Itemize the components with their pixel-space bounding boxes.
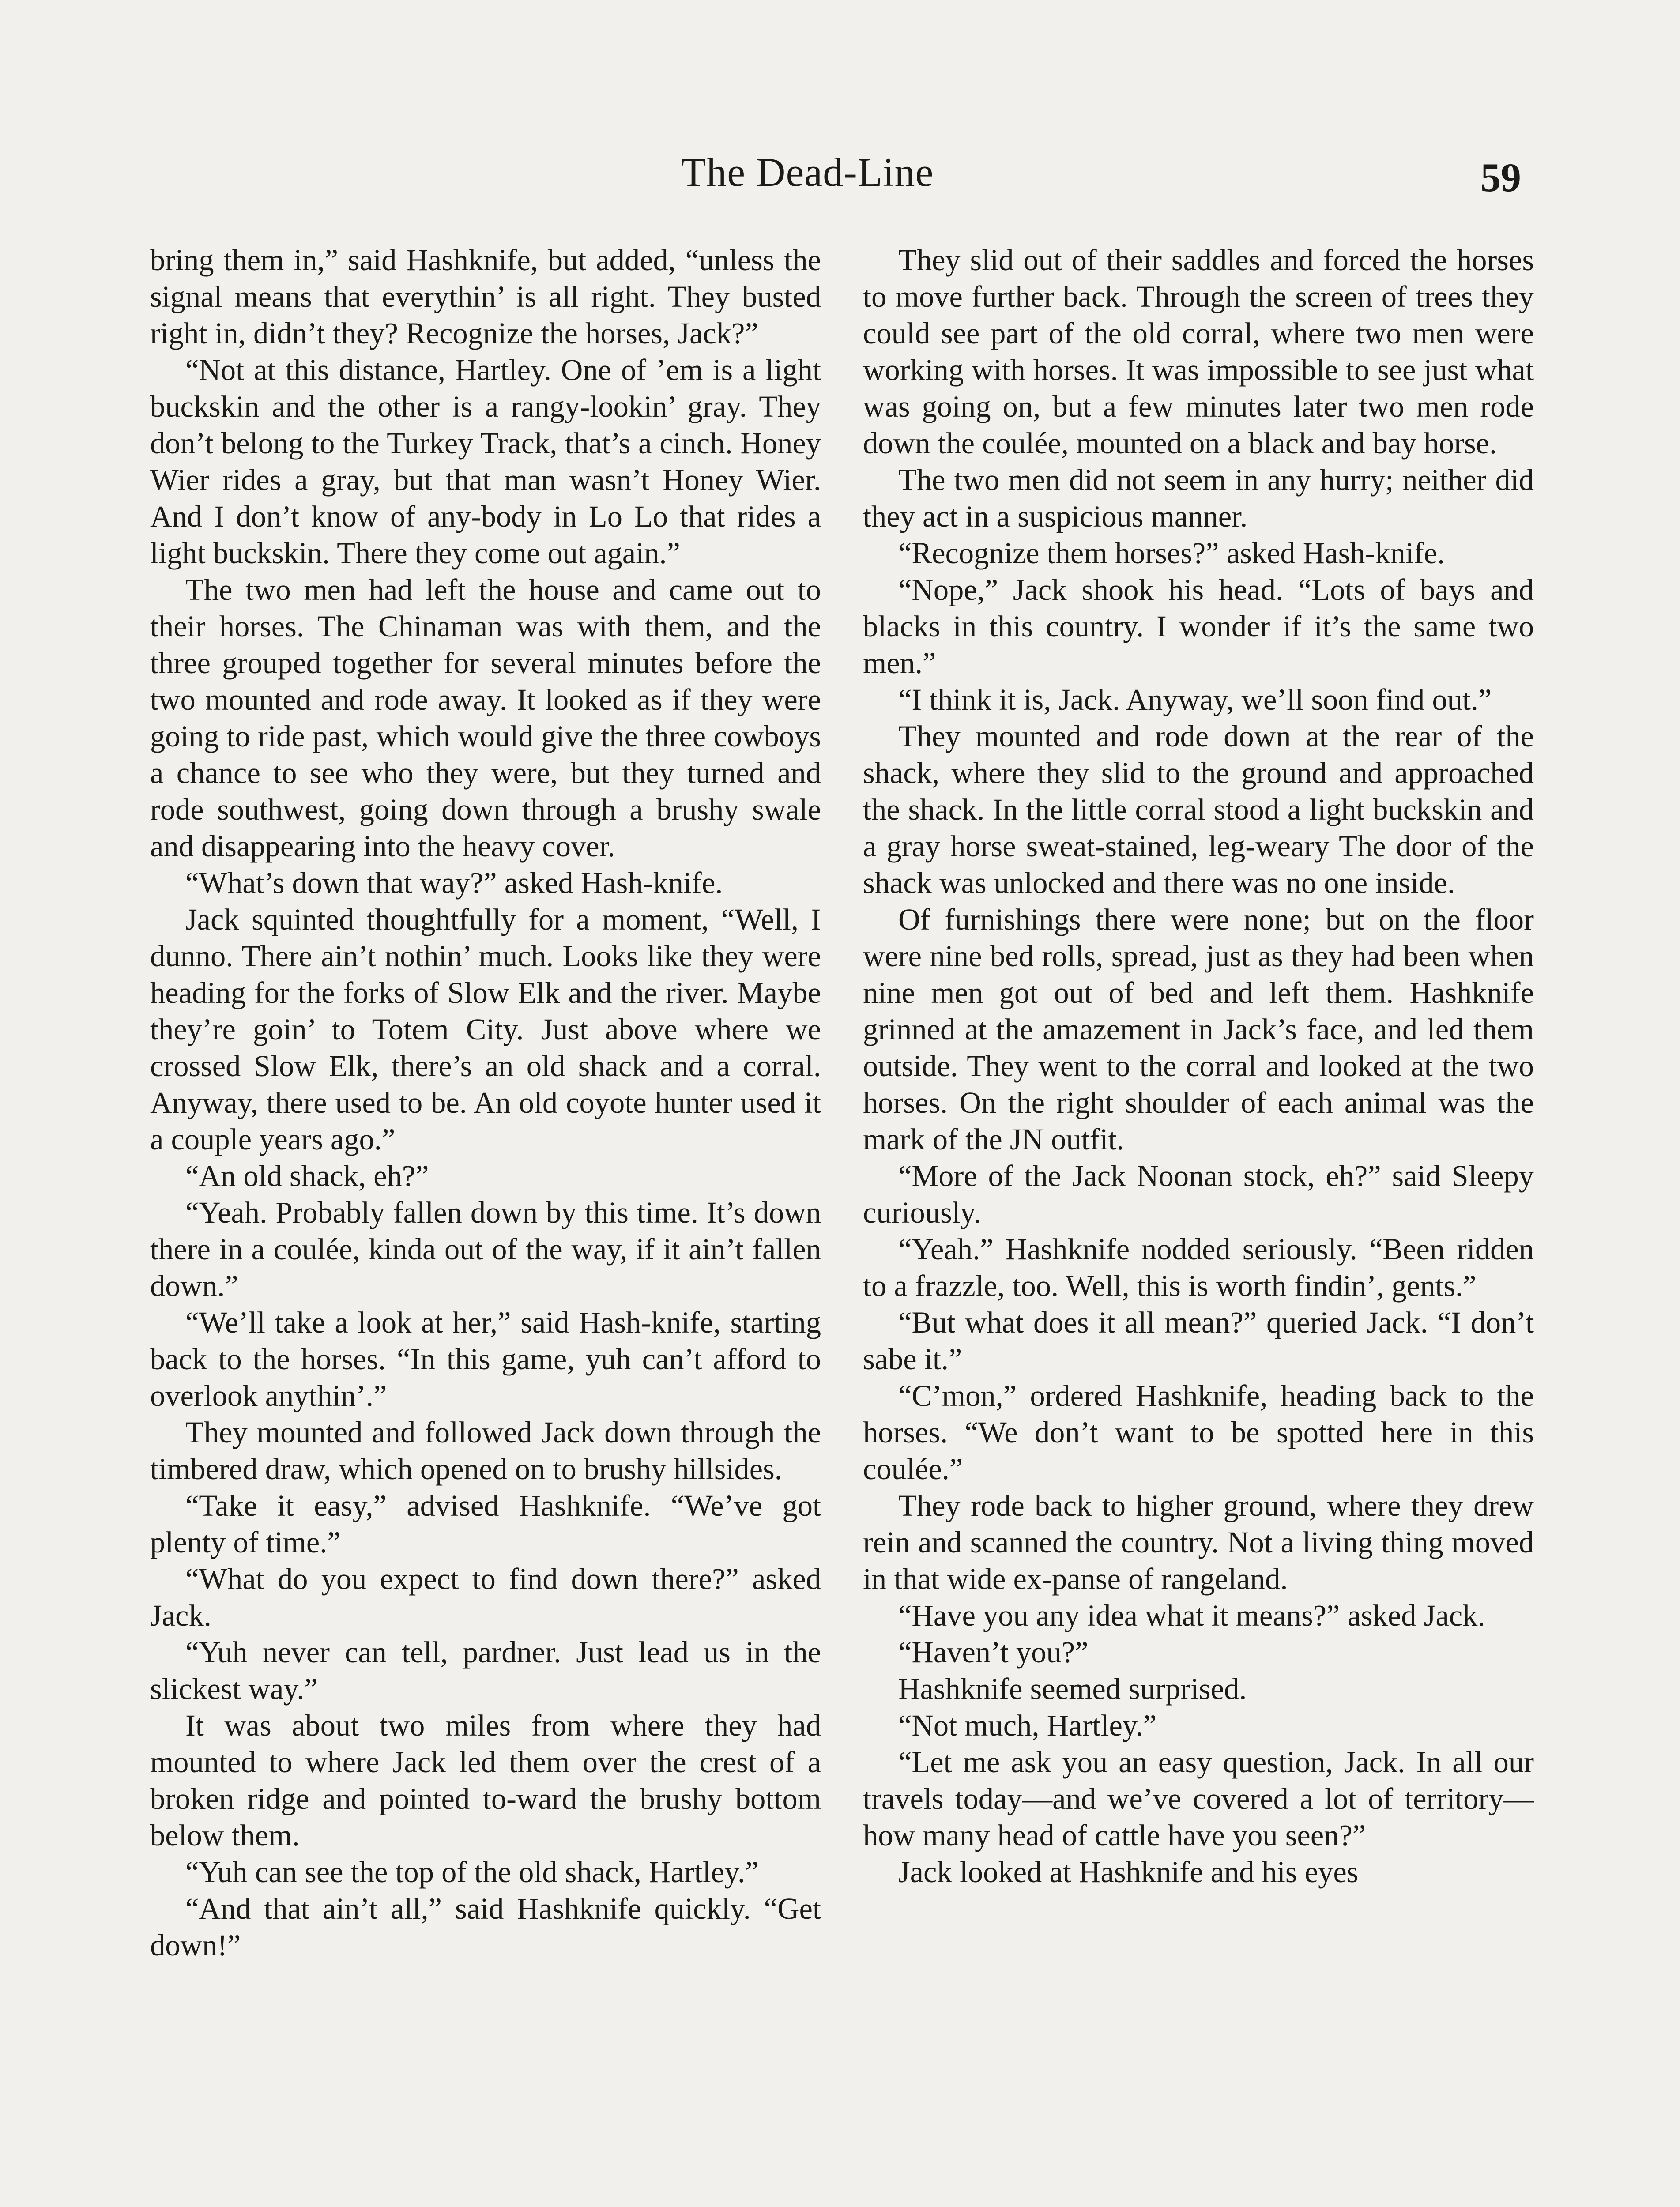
paragraph: “More of the Jack Noonan stock, eh?” said Sleepy curiously. xyxy=(863,1159,1534,1229)
paragraph: “Have you any idea what it means?” asked Jack. xyxy=(898,1599,1485,1632)
paragraph: They rode back to higher ground, where they drew rein and scanned the country. Not a living thing moved in that wide ex-panse of rangeland. xyxy=(863,1489,1534,1596)
paragraph: bring them in,” said Hashknife, but added, “unless the signal means that everythin’ is all right. They busted right in, didn’t they? Recognize the horses, Jack?” xyxy=(150,243,821,350)
paragraph: “Recognize them horses?” asked Hash-knife. xyxy=(898,536,1445,570)
paragraph: The two men did not seem in any hurry; neither did they act in a suspicious manner. xyxy=(863,463,1534,533)
paragraph: They mounted and rode down at the rear of the shack, where they slid to the ground and approached the shack. In the little corral stood a light buckskin and a gray horse sweat-stained, leg-weary The door of the shack was unlocked and there was no one inside. xyxy=(863,719,1534,900)
paragraph: Of furnishings there were none; but on the floor were nine bed rolls, spread, just as they had been when nine men got out of bed and left them. Hashknife grinned at the amazement in Jack’s face, and led them outside. They went to the corral and looked at the two horses. On the right shoulder of each animal was the mark of the JN outfit. xyxy=(863,903,1534,1156)
paragraph: “Yeah.” Hashknife nodded seriously. “Been ridden to a frazzle, too. Well, this is worth findin’, gents.” xyxy=(863,1232,1534,1303)
paragraph: They mounted and followed Jack down through the timbered draw, which opened on to brushy hillsides. xyxy=(150,1416,821,1486)
page-number: 59 xyxy=(1480,155,1521,200)
paragraph: “An old shack, eh?” xyxy=(185,1159,429,1193)
paragraph: “What do you expect to find down there?” asked Jack. xyxy=(150,1562,821,1632)
running-title: The Dead-Line xyxy=(681,150,934,195)
paragraph: Hashknife seemed surprised. xyxy=(898,1672,1247,1706)
paragraph: “But what does it all mean?” queried Jack. “I don’t sabe it.” xyxy=(863,1306,1534,1376)
paragraph: “Let me ask you an easy question, Jack. In all our travels today—and we’ve covered a lot of territory—how many head of cattle have you seen?” xyxy=(863,1745,1534,1852)
paragraph: They slid out of their saddles and forced the horses to move further back. Through the screen of trees they could see part of the old corral, where two men were working with horses. It was impossible to see just what was going on, but a few minutes later two men rode down the coulée, mounted on a black and bay horse. xyxy=(863,243,1534,460)
paragraph: Jack squinted thoughtfully for a moment, “Well, I dunno. There ain’t nothin’ much. Looks like they were heading for the forks of Slow Elk and the river. Maybe they’re goin’ to Totem City. Just above where we crossed Slow Elk, there’s an old shack and a corral. Anyway, there used to be. An old coyote hunter used it a couple years ago.” xyxy=(150,903,821,1156)
right-column xyxy=(863,242,1534,1891)
paragraph: Jack looked at Hashknife and his eyes xyxy=(898,1855,1359,1889)
paragraph: “We’ll take a look at her,” said Hash-knife, starting back to the horses. “In this game, yuh can’t afford to overlook anythin’.” xyxy=(150,1306,821,1412)
paragraph: “C’mon,” ordered Hashknife, heading back to the horses. “We don’t want to be spotted here in this coulée.” xyxy=(863,1379,1534,1486)
paragraph: “Yuh can see the top of the old shack, Hartley.” xyxy=(185,1855,759,1889)
paragraph: “Take it easy,” advised Hashknife. “We’ve got plenty of time.” xyxy=(150,1489,821,1559)
paragraph: “Yuh never can tell, pardner. Just lead us in the slickest way.” xyxy=(150,1635,821,1706)
paragraph: “What’s down that way?” asked Hash-knife. xyxy=(185,866,723,900)
left-column xyxy=(150,242,821,1964)
running-head xyxy=(0,146,1680,207)
paragraph: “I think it is, Jack. Anyway, we’ll soon find out.” xyxy=(898,683,1492,716)
paragraph: It was about two miles from where they had mounted to where Jack led them over the crest of a broken ridge and pointed to-ward the brushy bottom below them. xyxy=(150,1709,821,1852)
paragraph: “Yeah. Probably fallen down by this time. It’s down there in a coulée, kinda out of the way, if it ain’t fallen down.” xyxy=(150,1196,821,1303)
paragraph: “And that ain’t all,” said Hashknife quickly. “Get down!” xyxy=(150,1892,821,1962)
paragraph: “Not at this distance, Hartley. One of ’em is a light buckskin and the other is a rangy-lookin’ gray. They don’t belong to the Turkey Track, that’s a cinch. Honey Wier rides a gray, but that man wasn’t Honey Wier. And I don’t know of any-body in Lo Lo that rides a light buckskin. There they come out again.” xyxy=(150,353,821,570)
paragraph: “Haven’t you?” xyxy=(898,1635,1089,1669)
paragraph: “Not much, Hartley.” xyxy=(898,1709,1157,1742)
paragraph: “Nope,” Jack shook his head. “Lots of bays and blacks in this country. I wonder if it’s the same two men.” xyxy=(863,573,1534,680)
paragraph: The two men had left the house and came out to their horses. The Chinaman was with them, and the three grouped together for several minutes before the two mounted and rode away. It looked as if they were going to ride past, which would give the three cowboys a chance to see who they were, but they turned and rode southwest, going down through a brushy swale and disappearing into the heavy cover. xyxy=(150,573,821,863)
